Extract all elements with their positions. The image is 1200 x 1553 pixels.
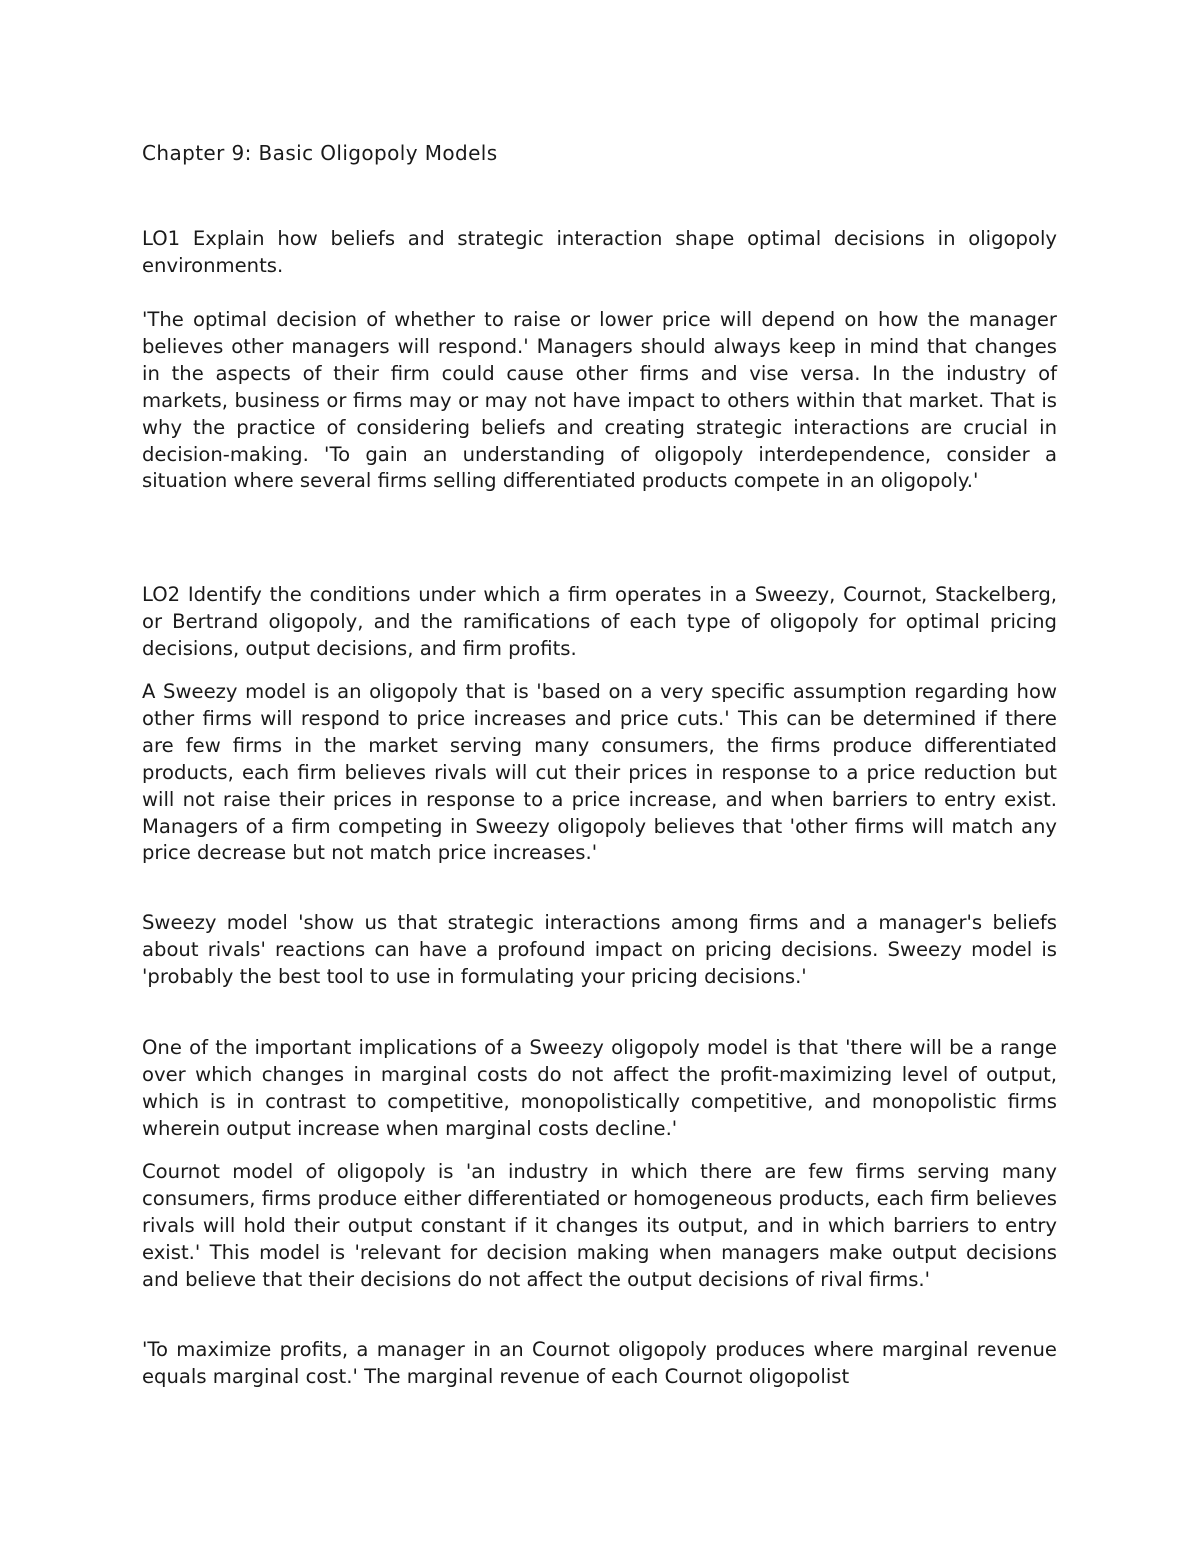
- cournot-paragraph: Cournot model of oligopoly is 'an industry in which there are few firms serving many consumers, firms produce either differentiated or homogeneous products, each firm believes rivals will hold their output constant if it changes its output, and in which barriers to entry exist.' This model is 'relevant for decision making when managers make output decisions and believe that their decisions do not affect the output decisions of rival firms.': [142, 1160, 1057, 1291]
- learning-objective-1: LO1 Explain how beliefs and strategic interaction shape optimal decisions in oligopoly environments.: [142, 227, 1057, 277]
- sweezy-paragraph-2: Sweezy model 'show us that strategic interactions among firms and a manager's beliefs about rivals' reactions can have a profound impact on pricing decisions. Sweezy model is 'probably the best tool to use in formulating your pricing decisions.': [142, 911, 1057, 988]
- sweezy-paragraph: A Sweezy model is an oligopoly that is 'based on a very specific assumption regarding how other firms will respond to price increases and price cuts.' This can be determined if there are few firms in the market serving many consumers, the firms produce differentiated products, each firm believes rivals will cut their prices in response to a price reduction but will not raise their prices in response to a price increase, and when barriers to entry exist. Managers of a firm competing in Sweezy oligopoly believes that 'other firms will match any price decrease but not match price increases.': [142, 680, 1057, 865]
- page-title: Chapter 9: Basic Oligopoly Models: [142, 141, 498, 165]
- sweezy-implications-paragraph: One of the important implications of a Sweezy oligopoly model is that 'there will be a range over which changes in marginal costs do not affect the profit-maximizing level of output, which is in contrast to competitive, monopolistically competitive, and monopolistic firms wherein output increase when marginal costs decline.': [142, 1036, 1057, 1140]
- cournot-profit-paragraph: 'To maximize profits, a manager in an Cournot oligopoly produces where marginal revenue equals marginal cost.' The marginal revenue of each Cournot oligopolist: [142, 1338, 1057, 1388]
- lo1-paragraph: 'The optimal decision of whether to raise or lower price will depend on how the manager believes other managers will respond.' Managers should always keep in mind that changes in the aspects of their firm could cause other firms and vise versa. In the industry of markets, business or firms may or may not have impact to others within that market. That is why the practice of considering beliefs and creating strategic interactions are crucial in decision-making. 'To gain an understanding of oligopoly interdependence, consider a situation where several firms selling differentiated products compete in an oligopoly.': [142, 308, 1057, 493]
- learning-objective-2: LO2 Identify the conditions under which a firm operates in a Sweezy, Cournot, Stackelberg, or Bertrand oligopoly, and the ramifications of each type of oligopoly for optimal pricing decisions, output decisions, and firm profits.: [142, 583, 1057, 660]
